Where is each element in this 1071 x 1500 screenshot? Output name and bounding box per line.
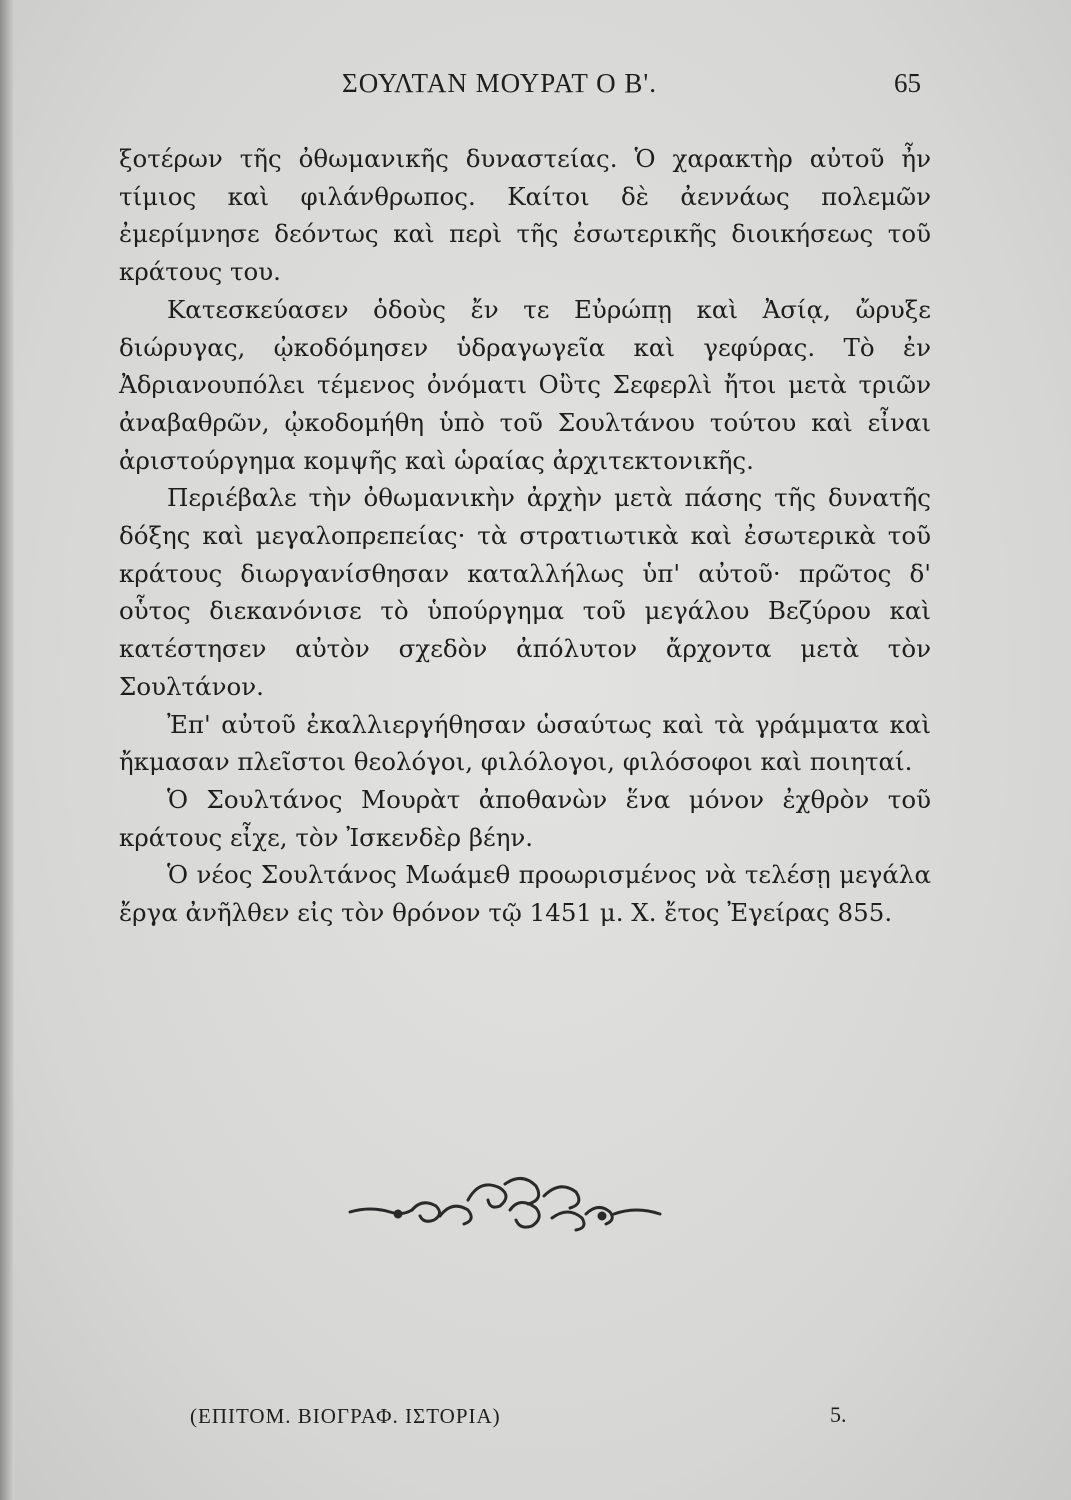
paragraph-3: Περιέβαλε τὴν ὀθωμανικὴν ἀρχὴν μετὰ πάσης τῆς δυνατῆς δόξης καὶ μεγαλοπρεπείας· τὰ στρατιωτικὰ καὶ ἐσωτερικὰ τοῦ κράτους διωργανίσθησαν καταλλήλως ὑπ' αὐτοῦ· πρῶτος δ' οὗτος διεκανόνισε τὸ ὑπούργημα τοῦ μεγάλου Βεζύρου καὶ κατέστησεν αὐτὸν σχεδὸν ἀπόλυτον ἄρχοντα μετὰ τὸν Σουλτάνον. [119,483,931,701]
paragraph-5: Ὁ Σουλτάνος Μουρὰτ ἀποθανὼν ἕνα μόνον ἐχθρὸν τοῦ κράτους εἶχε, τὸν Ἰσκενδὲρ βέην. [119,784,931,852]
paragraph-1: ξοτέρων τῆς ὀθωμανικῆς δυναστείας. Ὁ χαρακτὴρ αὐτοῦ ἦν τίμιος καὶ φιλάνθρωπος. Καίτοι δὲ ἀεννάως πολεμῶν ἐμερίμνησε δεόντως καὶ περὶ τῆς ἐσωτερικῆς διοικήσεως τοῦ κράτους του. [119,144,931,287]
page-number: 65 [894,68,921,98]
signature-number: 5. [830,1402,847,1427]
printer-signature: (ΕΠΙΤΟΜ. ΒΙΟΓΡΑΦ. ΙΣΤΟΡΙΑ) [190,1404,501,1428]
page-header [330,68,921,108]
running-title: ΣΟΥΛΤΑΝ ΜΟΥΡΑΤ Ο Β'. [342,68,658,98]
paragraph-6: Ὁ νέος Σουλτάνος Μωάμεθ προωρισμένος νὰ τελέσῃ μεγάλα ἔργα ἀνῆλθεν εἰς τὸν θρόνον τῷ 1451 μ. Χ. ἔτος Ἐγείρας 855. [119,860,931,928]
paragraph-2: Κατεσκεύασεν ὁδοὺς ἔν τε Εὐρώπῃ καὶ Ἀσίᾳ, ὤρυξε διώρυγας, ᾠκοδόμησεν ὑδραγωγεῖα καὶ γεφύρας. Τὸ ἐν Ἀδριανουπόλει τέμενος ὀνόματι Οὒτς Σεφερλὶ ἤτοι μετὰ τριῶν ἀναβαθρῶν, ᾠκοδομήθη ὑπὸ τοῦ Σουλτάνου τούτου καὶ εἶναι ἀριστούργημα κομψῆς καὶ ὡραίας ἀρχιτεκτονικῆς. [119,294,931,475]
decorative-ornament-icon [340,1170,670,1240]
body-text [119,140,931,932]
paragraph-4: Ἐπ' αὐτοῦ ἐκαλλιεργήθησαν ὡσαύτως καὶ τὰ γράμματα καὶ ἤκμασαν πλεῖστοι θεολόγοι, φιλόλογοι, φιλόσοφοι καὶ ποιηταί. [119,709,931,777]
page-binding-edge [0,0,14,1500]
